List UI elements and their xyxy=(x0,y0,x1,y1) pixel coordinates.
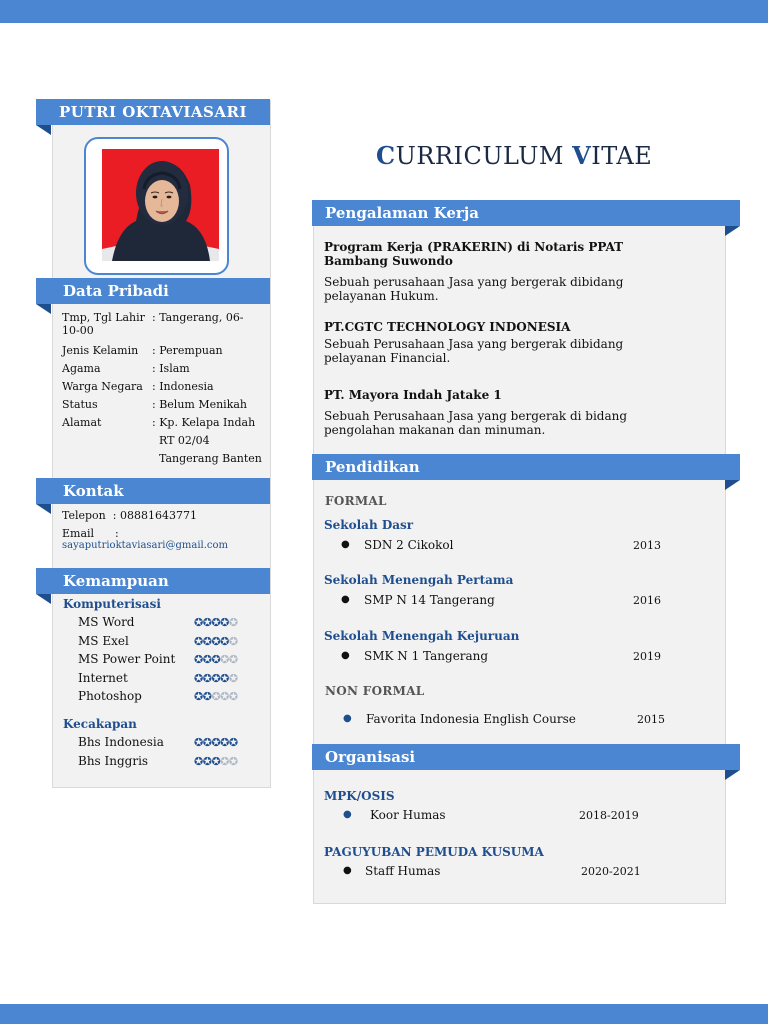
profile-photo-frame xyxy=(84,137,229,275)
info-key: 10-00 xyxy=(62,324,94,337)
section-header-kontak xyxy=(36,478,270,504)
rating-star-filled-icon: ✪ xyxy=(220,736,229,749)
info-value: : Islam xyxy=(152,362,190,375)
list-item-text: Favorita Indonesia English Course xyxy=(366,712,576,726)
job-title: Program Kerja (PRAKERIN) di Notaris PPAT Bambang Suwondo xyxy=(324,240,624,268)
rating-star-filled-icon: ✪ xyxy=(194,754,203,768)
education-level: Sekolah Menengah Kejuruan xyxy=(324,629,520,643)
year-label: 2019 xyxy=(633,650,661,663)
rating-star-empty-icon: ✪ xyxy=(228,653,238,667)
info-key: Warga Negara xyxy=(62,380,143,393)
section-title: Kemampuan xyxy=(63,572,169,590)
skill-name: Photoshop xyxy=(78,689,142,704)
info-key: Agama xyxy=(62,362,101,375)
rating-star-empty-icon: ✪ xyxy=(220,690,229,704)
rating-star-filled-icon: ✪ xyxy=(211,616,221,629)
rating-star-filled-icon: ✪ xyxy=(202,690,212,704)
email-label: Email : xyxy=(62,527,119,540)
rating-star-filled-icon: ✪ xyxy=(211,671,221,685)
rating-star-empty-icon: ✪ xyxy=(228,690,238,704)
info-value: : Kp. Kelapa Indah xyxy=(152,416,256,429)
rating-star-empty-icon: ✪ xyxy=(228,754,238,768)
rating-star-filled-icon: ✪ xyxy=(211,736,221,749)
skill-rating xyxy=(194,755,238,768)
organization-name: MPK/OSIS xyxy=(324,789,395,803)
info-key: Tmp, Tgl Lahir xyxy=(62,311,145,324)
year-label: 2016 xyxy=(633,594,661,607)
contact-info xyxy=(62,507,197,543)
skill-name: Bhs Indonesia xyxy=(78,735,164,749)
title-part: ITAE xyxy=(591,142,653,170)
skill-rating xyxy=(194,635,238,648)
rating-star-empty-icon: ✪ xyxy=(211,690,221,704)
skill-rating xyxy=(194,736,238,749)
skill-rating xyxy=(194,616,238,629)
bullet-icon: ● xyxy=(343,713,352,724)
banner-fold xyxy=(36,594,51,604)
skill-rating xyxy=(194,653,238,666)
skill-name: Internet xyxy=(78,670,128,685)
list-item-text: SDN 2 Cikokol xyxy=(364,538,454,552)
info-key: Alamat xyxy=(62,416,102,429)
subheading-komputerisasi: Komputerisasi xyxy=(63,597,161,611)
skill-name: MS Word xyxy=(78,615,135,629)
rating-star-filled-icon: ✪ xyxy=(202,736,212,749)
skill-rating xyxy=(194,690,238,703)
job-description: Sebuah Perusahaan Jasa yang bergerak di bidang pengolahan makanan dan minuman. xyxy=(324,409,628,437)
info-value: RT 02/04 xyxy=(152,434,210,447)
rating-star-filled-icon: ✪ xyxy=(202,671,212,685)
bullet-icon: ● xyxy=(341,539,350,550)
rating-star-empty-icon: ✪ xyxy=(228,616,238,629)
job-entry xyxy=(324,320,684,365)
bullet-icon: ● xyxy=(341,650,350,661)
year-label: 2015 xyxy=(637,713,665,726)
year-label: 2020-2021 xyxy=(581,865,641,878)
rating-star-filled-icon: ✪ xyxy=(202,653,212,667)
title-part: URRICULUM xyxy=(395,142,573,170)
section-title: Data Pribadi xyxy=(63,282,169,300)
skill-name: MS Power Point xyxy=(78,652,176,667)
education-level: Sekolah Dasr xyxy=(324,518,414,532)
rating-star-empty-icon: ✪ xyxy=(220,653,229,667)
rating-star-filled-icon: ✪ xyxy=(220,634,229,648)
job-description: Sebuah Perusahaan Jasa yang bergerak dibidang pelayanan Financial. xyxy=(324,337,624,365)
section-header-data-pribadi xyxy=(36,278,270,304)
email-address: sayaputrioktaviasari@gmail.com xyxy=(62,540,229,551)
rating-star-filled-icon: ✪ xyxy=(211,634,221,648)
rating-star-empty-icon: ✪ xyxy=(220,754,229,768)
page-title xyxy=(376,141,652,170)
section-title: Pendidikan xyxy=(325,458,420,476)
job-title: PT.CGTC TECHNOLOGY INDONESIA xyxy=(324,320,571,334)
skill-rating xyxy=(194,672,238,685)
rating-star-filled-icon: ✪ xyxy=(194,690,203,704)
rating-star-filled-icon: ✪ xyxy=(194,653,203,667)
section-title: Organisasi xyxy=(325,748,416,766)
banner-fold xyxy=(36,504,51,514)
section-header-kemampuan xyxy=(36,568,270,594)
list-item-text: SMK N 1 Tangerang xyxy=(364,649,489,663)
phone-line: Telepon : 08881643771 xyxy=(62,509,197,522)
job-title: PT. Mayora Indah Jatake 1 xyxy=(324,388,502,402)
bottom-accent-bar xyxy=(0,1004,768,1024)
job-entry xyxy=(324,388,684,437)
section-header-organisasi xyxy=(312,744,740,770)
subheading-kecakapan: Kecakapan xyxy=(63,717,137,731)
bullet-icon: ● xyxy=(343,865,352,876)
title-initial-v: V xyxy=(572,141,592,170)
banner-fold xyxy=(36,125,51,135)
section-header-pendidikan xyxy=(312,454,740,480)
nonformal-label: NON FORMAL xyxy=(325,684,425,698)
section-title: Kontak xyxy=(63,482,124,500)
info-value: : Tangerang, 06- xyxy=(152,311,244,324)
formal-label: FORMAL xyxy=(325,494,387,508)
year-label: 2013 xyxy=(633,539,661,552)
job-entry xyxy=(324,240,684,303)
education-level: Sekolah Menengah Pertama xyxy=(324,573,514,587)
year-label: 2018-2019 xyxy=(579,809,639,822)
skill-name: Bhs Inggris xyxy=(78,753,149,768)
info-value: : Indonesia xyxy=(152,380,214,393)
section-header-pengalaman xyxy=(312,200,740,226)
info-key: Status xyxy=(62,398,98,411)
organization-name: PAGUYUBAN PEMUDA KUSUMA xyxy=(324,845,544,859)
rating-star-filled-icon: ✪ xyxy=(228,736,238,749)
job-description: Sebuah perusahaan Jasa yang bergerak dibidang pelayanan Hukum. xyxy=(324,275,624,303)
banner-fold xyxy=(725,226,740,236)
rating-star-filled-icon: ✪ xyxy=(202,634,212,648)
list-item-text: Koor Humas xyxy=(370,808,446,822)
banner-fold xyxy=(725,770,740,780)
name-banner xyxy=(36,99,270,125)
profile-photo xyxy=(102,149,219,261)
rating-star-filled-icon: ✪ xyxy=(194,616,203,629)
bullet-icon: ● xyxy=(343,809,352,820)
rating-star-filled-icon: ✪ xyxy=(194,634,203,648)
info-value: : Perempuan xyxy=(152,344,223,357)
rating-star-filled-icon: ✪ xyxy=(194,671,203,685)
rating-star-filled-icon: ✪ xyxy=(202,616,212,629)
rating-star-filled-icon: ✪ xyxy=(211,653,221,667)
top-accent-bar xyxy=(0,0,768,23)
info-key: Jenis Kelamin xyxy=(62,344,139,357)
list-item-text: SMP N 14 Tangerang xyxy=(364,593,495,607)
candidate-name: PUTRI OKTAVIASARI xyxy=(59,103,247,121)
rating-star-empty-icon: ✪ xyxy=(228,634,238,648)
section-title: Pengalaman Kerja xyxy=(325,204,479,222)
rating-star-filled-icon: ✪ xyxy=(202,754,212,768)
rating-star-empty-icon: ✪ xyxy=(228,671,238,685)
rating-star-filled-icon: ✪ xyxy=(211,754,221,768)
skill-name: MS Exel xyxy=(78,633,129,648)
info-value: : Belum Menikah xyxy=(152,398,248,411)
rating-star-filled-icon: ✪ xyxy=(194,736,203,749)
info-value: Tangerang Banten xyxy=(152,452,262,465)
banner-fold xyxy=(725,480,740,490)
rating-star-filled-icon: ✪ xyxy=(220,616,229,629)
rating-star-filled-icon: ✪ xyxy=(220,671,229,685)
banner-fold xyxy=(36,304,51,314)
title-initial-c: C xyxy=(376,141,396,170)
list-item-text: Staff Humas xyxy=(365,864,441,878)
bullet-icon: ● xyxy=(341,594,350,605)
